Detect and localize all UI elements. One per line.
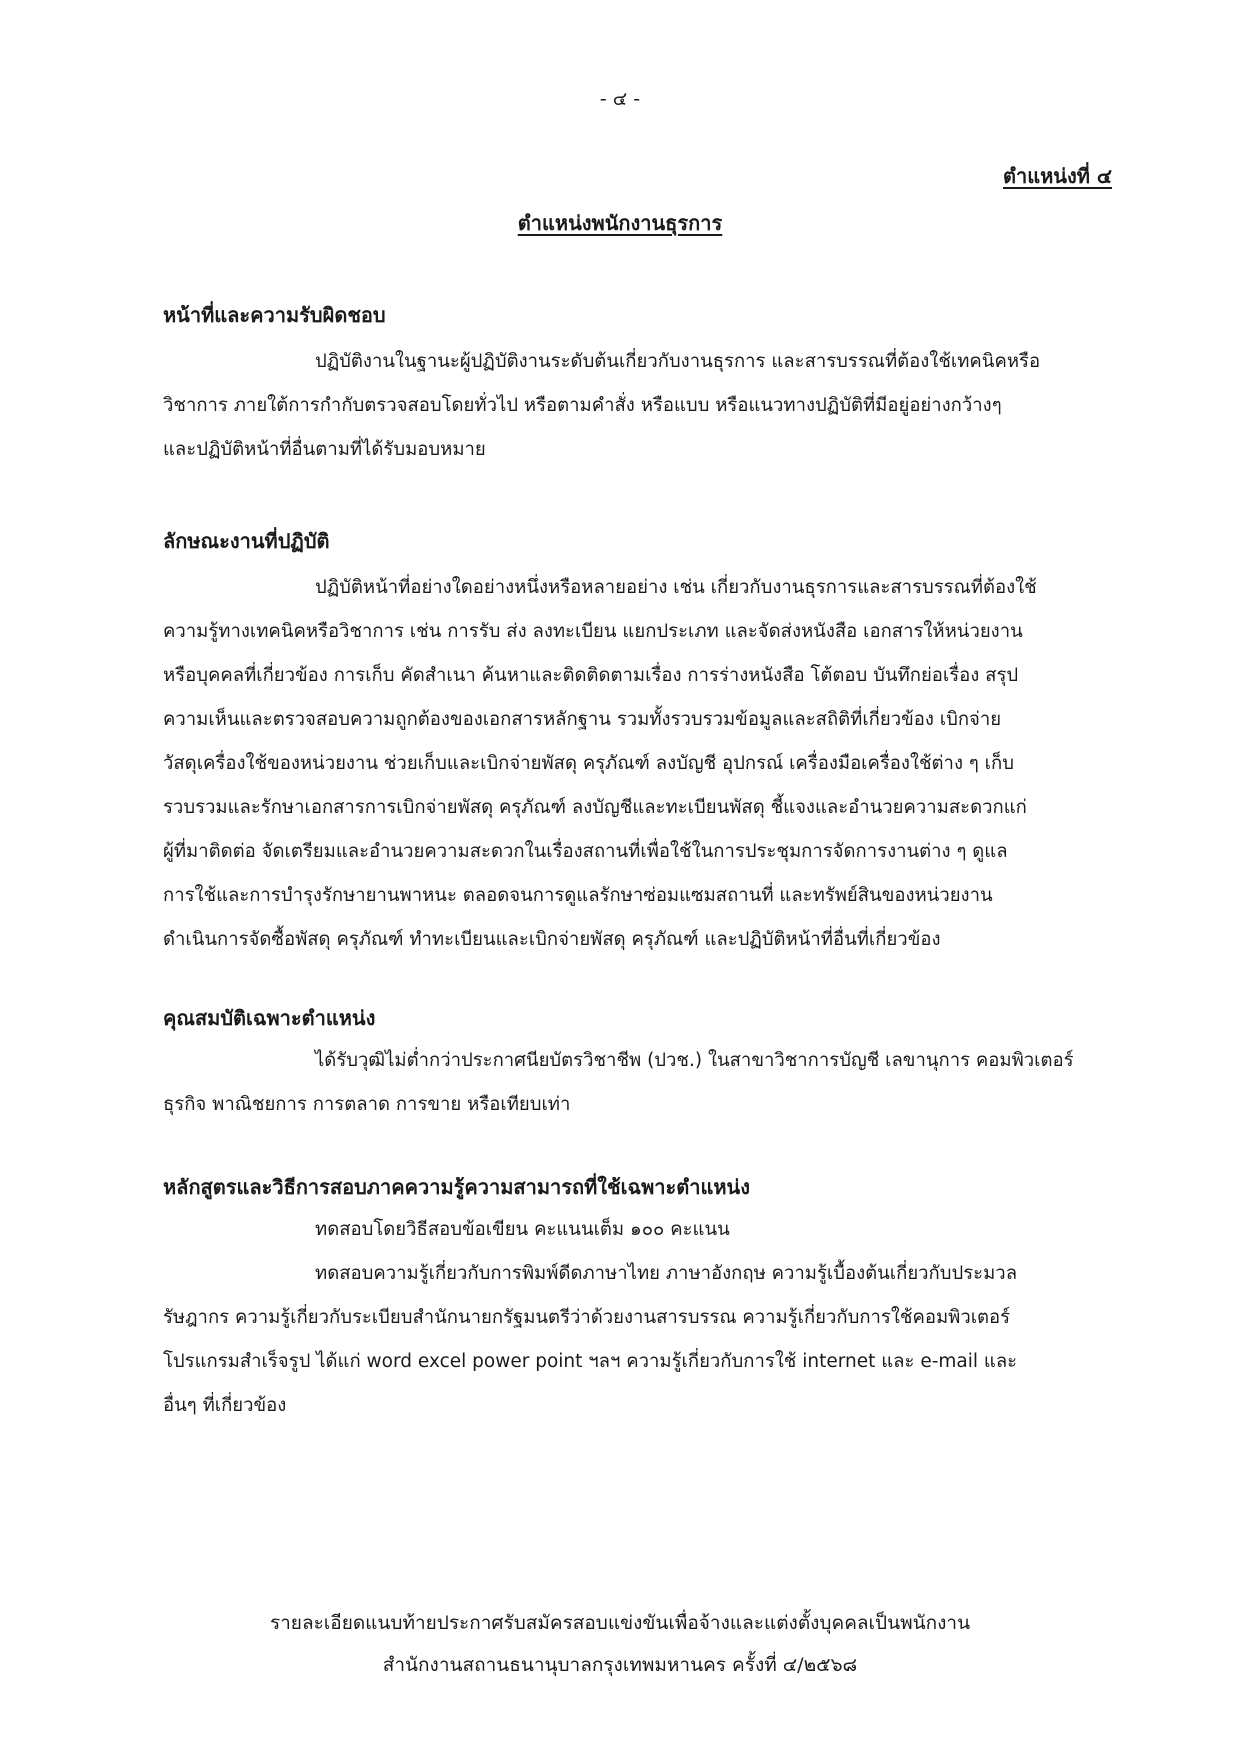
duties-body <box>163 340 1125 472</box>
work-line: ดำเนินการจัดซื้อพัสดุ ครุภัณฑ์ ทำทะเบียนและเบิกจ่ายพัสดุ ครุภัณฑ์ และปฏิบัติหน้าที่อื่นที่เกี่ยวข้อง <box>163 929 941 950</box>
work-line: ผู้ที่มาติดต่อ จัดเตรียมและอำนวยความสะดวกในเรื่องสถานที่เพื่อใช้ในการประชุมการจัดการงานต่าง ๆ ดูแล <box>163 841 1008 862</box>
duties-heading: หน้าที่และความรับผิดชอบ <box>163 303 386 327</box>
work-line: ความรู้ทางเทคนิคหรือวิชาการ เช่น การรับ ส่ง ลงทะเบียน แยกประเภท และจัดส่งหนังสือ เอกสารให้หน่วยงาน <box>163 621 1023 642</box>
duties-line: วิชาการ ภายใต้การกำกับตรวจสอบโดยทั่วไป หรือตามคำสั่ง หรือแบบ หรือแนวทางปฏิบัติที่มีอยู่อย่างกว้างๆ <box>163 395 1002 416</box>
exam-line: ทดสอบความรู้เกี่ยวกับการพิมพ์ดีดภาษาไทย ภาษาอังกฤษ ความรู้เบื้องต้นเกี่ยวกับประมวล <box>315 1263 1018 1284</box>
footer-note <box>0 1602 1240 1686</box>
qualification-line: ได้รับวุฒิไม่ต่ำกว่าประกาศนียบัตรวิชาชีพ (ปวช.) ในสาขาวิชาการบัญชี เลขานุการ คอมพิวเตอร์ <box>315 1050 1074 1071</box>
work-line: การใช้และการบำรุงรักษายานพาหนะ ตลอดจนการดูแลรักษาซ่อมแซมสถานที่ และทรัพย์สินของหน่วยงาน <box>163 885 993 906</box>
qualification-line: ธุรกิจ พาณิชยการ การตลาด การขาย หรือเทียบเท่า <box>163 1094 571 1115</box>
position-title: ตำแหน่งพนักงานธุรการ <box>517 211 723 235</box>
position-number: ตำแหน่งที่ ๔ <box>1002 164 1112 188</box>
work-section <box>163 526 1125 962</box>
work-line: วัสดุเครื่องใช้ของหน่วยงาน ช่วยเก็บและเบิกจ่ายพัสดุ ครุภัณฑ์ ลงบัญชี อุปกรณ์ เครื่องมือเครื่องใช้ต่าง ๆ เก็บ <box>163 753 1014 774</box>
work-line: รวบรวมและรักษาเอกสารการเบิกจ่ายพัสดุ ครุภัณฑ์ ลงบัญชีและทะเบียนพัสดุ ชี้แจงและอำนวยความสะดวกแก่ <box>163 797 1027 818</box>
exam-line: อื่นๆ ที่เกี่ยวข้อง <box>163 1395 287 1416</box>
footer-line-2: สำนักงานสถานธนานุบาลกรุงเทพมหานคร ครั้งที่ ๔/๒๕๖๘ <box>382 1654 858 1676</box>
work-body <box>163 566 1125 962</box>
duties-line: ปฏิบัติงานในฐานะผู้ปฏิบัติงานระดับต้นเกี่ยวกับงานธุรการ และสารบรรณที่ต้องใช้เทคนิคหรือ <box>315 351 1041 372</box>
page-number: - ๔ - <box>599 88 641 110</box>
duties-section <box>163 300 1125 472</box>
qualification-section <box>163 1003 1125 1127</box>
duties-line: และปฏิบัติหน้าที่อื่นตามที่ได้รับมอบหมาย <box>163 439 486 460</box>
exam-section <box>163 1172 1125 1428</box>
work-line: ความเห็นและตรวจสอบความถูกต้องของเอกสารหลักฐาน รวมทั้งรวบรวมข้อมูลและสถิติที่เกี่ยวข้อง เบิกจ่าย <box>163 709 1002 730</box>
work-line: ปฏิบัติหน้าที่อย่างใดอย่างหนึ่งหรือหลายอย่าง เช่น เกี่ยวกับงานธุรการและสารบรรณที่ต้องใช้ <box>315 577 1037 598</box>
work-heading: ลักษณะงานที่ปฏิบัติ <box>163 529 330 553</box>
qualification-body <box>163 1039 1125 1127</box>
exam-line: รัษฎากร ความรู้เกี่ยวกับระเบียบสำนักนายกรัฐมนตรีว่าด้วยงานสารบรรณ ความรู้เกี่ยวกับการใช้คอมพิวเตอร์ <box>163 1307 1011 1328</box>
work-line: หรือบุคคลที่เกี่ยวข้อง การเก็บ คัดสำเนา ค้นหาและติดติดตามเรื่อง การร่างหนังสือ โต้ตอบ บันทึกย่อเรื่อง สรุป <box>163 665 1019 686</box>
exam-heading: หลักสูตรและวิธีการสอบภาคความรู้ความสามารถที่ใช้เฉพาะตำแหน่ง <box>163 1175 750 1199</box>
exam-body <box>163 1208 1125 1428</box>
footer-line-1: รายละเอียดแนบท้ายประกาศรับสมัครสอบแข่งขันเพื่อจ้างและแต่งตั้งบุคคลเป็นพนักงาน <box>269 1612 971 1634</box>
exam-line: โปรแกรมสำเร็จรูป ได้แก่ word excel power point ฯลฯ ความรู้เกี่ยวกับการใช้ internet และ e-mail และ <box>163 1351 1018 1372</box>
qualification-heading: คุณสมบัติเฉพาะตำแหน่ง <box>163 1006 376 1030</box>
exam-method-line: ทดสอบโดยวิธีสอบข้อเขียน คะแนนเต็ม ๑๐๐ คะแนน <box>315 1219 730 1240</box>
